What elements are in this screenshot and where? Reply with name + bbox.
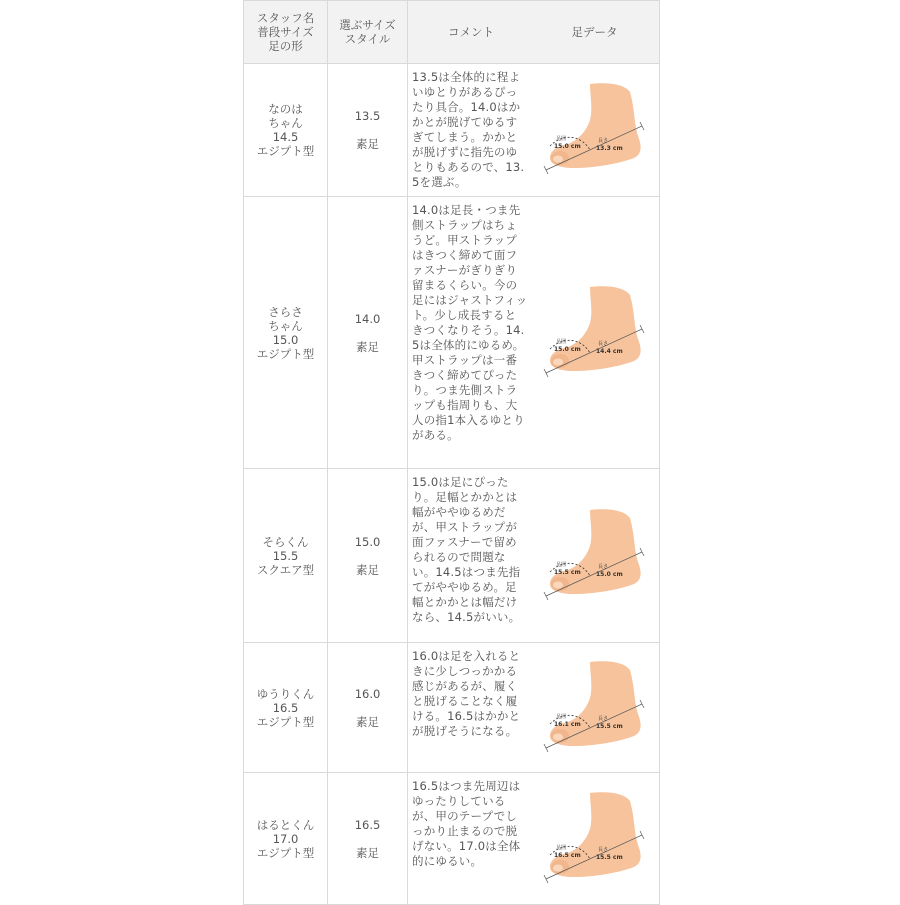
style-value: 素足 [356,714,379,729]
staff-name-cell [244,773,328,905]
foot-width-label: 足囲 [555,844,566,851]
header-size-line: スタイル [344,32,391,46]
staff-name-line: エジプト型 [256,714,315,729]
foot-illustration-icon [538,789,650,889]
staff-row [244,773,660,905]
fit-table [243,0,660,905]
header-foot-data: 足データ [532,1,660,64]
foot-data-cell [532,643,660,773]
staff-name-line: はるとくん [256,817,315,832]
foot-length-label: 長さ [597,340,608,347]
staff-name-line: さらさ [268,304,303,319]
staff-name-line: 16.5 [272,700,299,715]
foot-width-label: 足囲 [555,561,566,568]
foot-illustration-icon [538,658,650,758]
comment-cell: 13.5は全体的に程よいゆとりがあるぴったり具合。14.0はかかとが脱げてゆるすぎてしまう。かかとが脱げずに指先のゆとりもあるので、13.5を選ぶ。 [408,64,532,197]
staff-name-line: エジプト型 [256,845,315,860]
comment-cell: 15.0は足にぴったり。足幅とかかとは幅がややゆるめだが、甲ストラップが面ファスナーで留められるので問題ない。14.5はつま先指てがややゆるめ。足幅とかかとは幅だけなら、14.5がいい。 [408,469,532,643]
staff-name-line: 17.0 [272,831,299,846]
staff-name-cell [244,64,328,197]
style-value: 素足 [356,137,379,151]
comment-cell: 16.0は足を入れるときに少しつっかかる感じがあるが、履くと脱げることなく履ける。16.5はかかとが脱げそうになる。 [408,643,532,773]
foot-width: 15.0 cm [553,345,581,353]
foot-length: 15.5 cm [595,853,623,861]
chosen-size-value: 16.5 [354,817,381,832]
style-value: 素足 [356,845,379,860]
staff-name-line: そらくん [262,534,309,549]
staff-name-line: ちゃん [268,116,303,130]
header-name-line: 足の形 [268,39,303,53]
staff-name-line: 15.0 [272,332,299,347]
staff-name-line: ちゃん [268,318,303,333]
chosen-size-cell [328,197,408,469]
chosen-size-cell [328,643,408,773]
foot-illustration-icon [538,80,650,180]
staff-row [244,197,660,469]
chosen-size-value: 16.0 [354,686,381,701]
staff-name-cell [244,469,328,643]
foot-width-label: 足囲 [555,713,566,720]
foot-length-label: 長さ [597,138,608,144]
staff-name-line: ゆうりくん [256,686,315,701]
staff-row [244,469,660,643]
foot-width: 16.1 cm [553,720,581,728]
header-name-line: スタッフ名 [256,11,315,25]
header-row [244,1,660,64]
staff-name-line: エジプト型 [256,346,315,361]
staff-name-line: スクエア型 [256,562,315,577]
staff-name-line: 14.5 [272,130,299,144]
style-value: 素足 [356,339,379,354]
chosen-size-value: 13.5 [354,109,381,123]
staff-row [244,64,660,197]
foot-width: 15.0 cm [553,143,581,150]
chosen-size-cell [328,64,408,197]
staff-name-cell [244,197,328,469]
chosen-size-value: 15.0 [354,534,381,549]
foot-data-cell [532,773,660,905]
comment-cell: 14.0は足長・つま先側ストラップはちょうど。甲ストラップはきつく締めて面ファスナーがぎりぎり留まるくらい。今の足にはジャストフィット。少し成長するときつくなりそう。14.5は全体的にゆるめ。甲ストラップは一番きつく締めてぴったり。つま先側ストラップも指周りも、大人の指1本入るゆとりがある。 [408,197,532,469]
header-size [328,1,408,64]
foot-illustration-icon [538,506,650,606]
foot-width: 15.5 cm [553,568,581,576]
foot-length: 13.3 cm [595,145,623,152]
foot-length-label: 長さ [597,846,608,853]
foot-width-label: 足囲 [555,136,566,142]
header-name-line: 普段サイズ [257,25,314,39]
foot-data-cell [532,197,660,469]
foot-length: 14.4 cm [595,347,623,355]
staff-name-line: なのは [268,102,303,116]
header-size-line: 選ぶサイズ [339,18,396,32]
foot-length: 15.5 cm [595,722,623,730]
chosen-size-cell [328,773,408,905]
foot-width-label: 足囲 [555,338,566,345]
foot-length-label: 長さ [597,563,608,570]
staff-name-line: エジプト型 [256,144,315,158]
foot-width: 16.5 cm [553,851,581,859]
header-name [244,1,328,64]
foot-length: 15.0 cm [595,570,623,578]
header-comment: コメント [408,1,532,64]
chosen-size-value: 14.0 [354,311,381,326]
foot-illustration-icon [538,283,650,383]
comment-cell: 16.5はつま先周辺はゆったりしているが、甲のテープでしっかり止まるので脱げない。17.0は全体的にゆるい。 [408,773,532,905]
staff-name-line: 15.5 [272,548,299,563]
chosen-size-cell [328,469,408,643]
staff-row [244,643,660,773]
foot-data-cell [532,469,660,643]
foot-data-cell [532,64,660,197]
foot-length-label: 長さ [597,715,608,722]
staff-name-cell [244,643,328,773]
style-value: 素足 [356,562,379,577]
